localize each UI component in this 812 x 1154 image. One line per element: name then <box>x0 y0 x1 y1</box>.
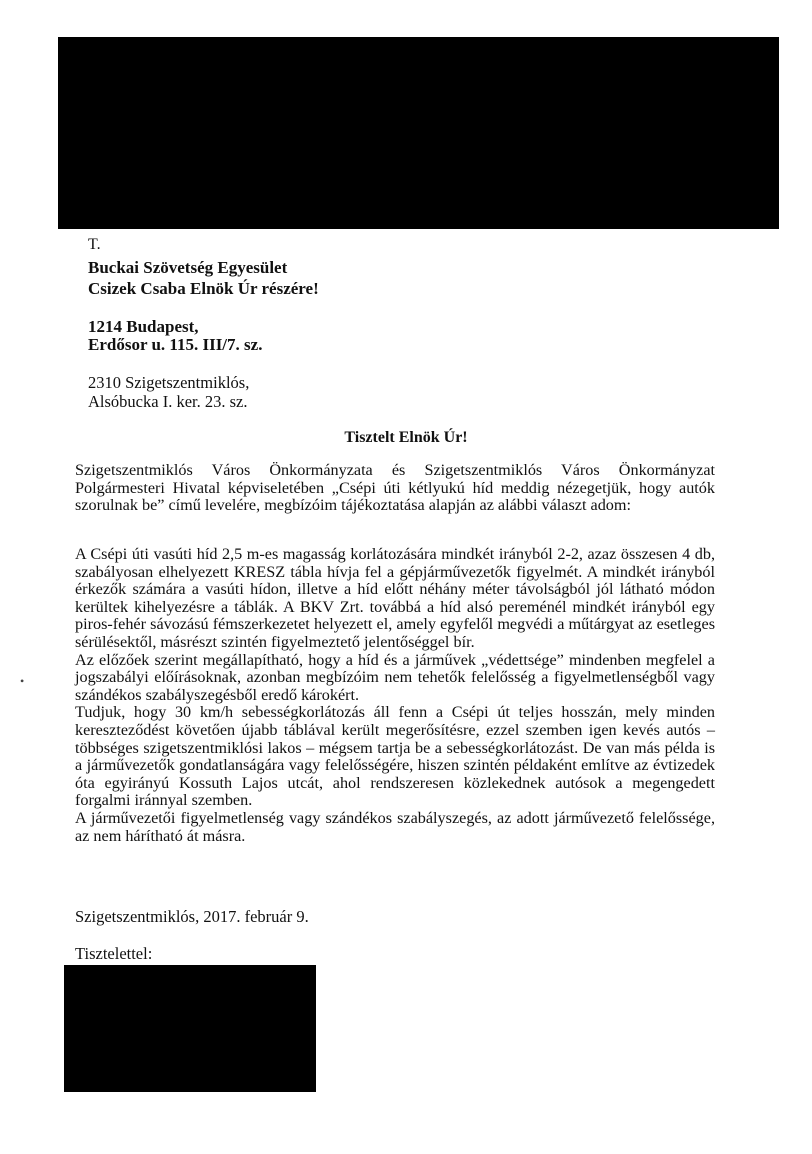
body-paragraph-2: Az előzőek szerint megállapítható, hogy a híd és a járművek „védettsége” mindenben megfelel a jogszabályi előírásoknak, azonban megbízóim nem tehetők felelősség a figyelmetlenségből vagy szándékos szabályszegésből eredő károkért. <box>75 650 715 704</box>
second-address-line-2: Alsóbucka I. ker. 23. sz. <box>88 392 248 411</box>
closing: Tisztelettel: <box>75 944 153 963</box>
to-prefix: T. <box>88 236 101 253</box>
body-paragraph-1: A Csépi úti vasúti híd 2,5 m-es magasság korlátozására mindkét irányból 2-2, azaz összesen 4 db, szabályosan elhelyezett KRESZ tábla hívja fel a gépjárművezetők figyelmét. A mindkét irányból érkezők számára a vasúti hídon, illetve a híd előtt néhány méter távolságból jól látható módon kerültek kihelyezésre a táblák. A BKV Zrt. továbbá a híd alsó pereménél mindkét irányból egy piros-fehér sávozású fémszerkezetet helyezett el, amely egyfelől megvédi a műtárgyat az esetleges sérülésektől, másrészt szintén figyelmeztető jelentőséggel bír. <box>75 545 715 651</box>
body-paragraph-4: A járművezetői figyelmetlenség vagy szándékos szabályszegés, az adott járművezető felelőssége, az nem hárítható át másra. <box>75 808 715 845</box>
address-line-1: 1214 Budapest, <box>88 317 199 336</box>
body-paragraph-3: Tudjuk, hogy 30 km/h sebességkorlátozás áll fenn a Csépi út teljes hosszán, mely minden kereszteződést követően újabb táblával került megerősítésre, ezzel szemben igen kevés autós – többséges szigetszentmiklósi lakos – mégsem tartja be a sebességkorlátozást. De van más példa is a járművezetők gondatlanságára vagy felelősségére, hiszen szintén példaként említve az évtizedek óta egyirányú Kossuth Lajos utcát, ahol rendszeresen közlekednek autósok a megengedett forgalmi iránnyal szemben. <box>75 703 715 810</box>
intro-paragraph: Szigetszentmiklós Város Önkormányzata és Szigetszentmiklós Város Önkormányzat Polgármesteri Hivatal képviseletében „Csépi úti kétlyukú híd meddig nézegetjük, hogy autók szorulnak be” című levelére, megbízóim tájékoztatása alapján az alábbi választ adom: <box>75 461 715 515</box>
recipient-name: Csizek Csaba Elnök Úr részére! <box>88 279 319 298</box>
redacted-letterhead <box>58 37 779 229</box>
redacted-signature <box>64 965 316 1092</box>
scan-dot-mark: • <box>20 674 25 688</box>
letter-intro <box>75 462 715 515</box>
second-address-line-1: 2310 Szigetszentmiklós, <box>88 373 250 392</box>
salutation: Tisztelt Elnök Úr! <box>344 429 468 446</box>
letter-body <box>75 546 715 845</box>
letter-date: Szigetszentmiklós, 2017. február 9. <box>75 907 309 926</box>
organization-name: Buckai Szövetség Egyesület <box>88 258 288 277</box>
address-line-2: Erdősor u. 115. III/7. sz. <box>88 335 263 354</box>
